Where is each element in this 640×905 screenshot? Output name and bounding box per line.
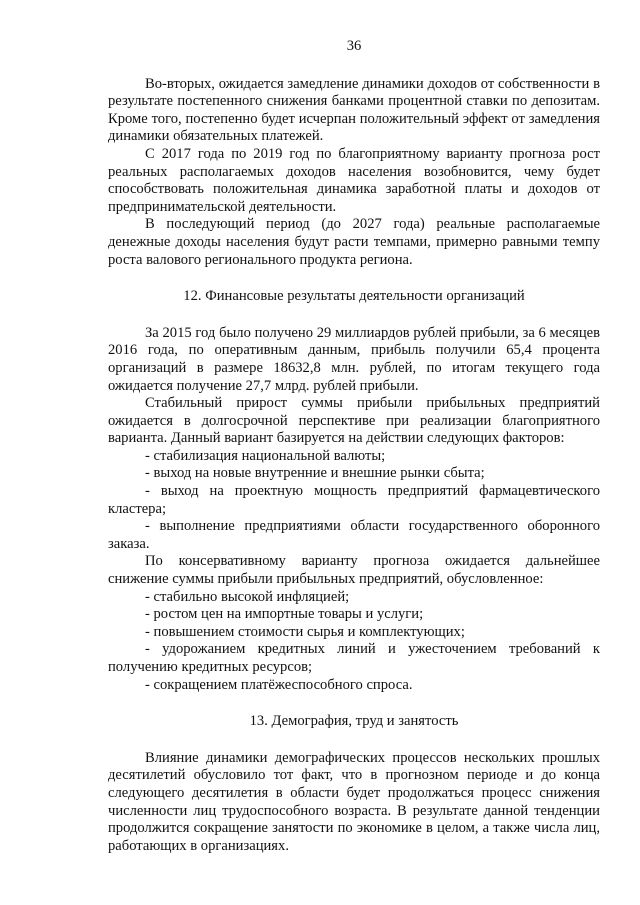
page-number: 36 <box>346 38 362 54</box>
list-item: - выход на новые внутренние и внешние рынки сбыта; <box>145 465 485 482</box>
list-item: - стабильно высокой инфляцией; <box>145 588 350 605</box>
list-item: - стабилизация национальной валюты; <box>145 447 386 464</box>
list-item: - сокращением платёжеспособного спроса. <box>145 676 413 693</box>
paragraph: Влияние динамики демографических процессов нескольких прошлых десятилетий обусловило тот факт, что в прогнозном периоде и до конца следующего десятилетия в области будет продолжаться процесс снижения численности лиц трудоспособного возраста. В результате данной тенденции продолжится сокращение занятости по экономике в целом, а также числа лиц, работающих в организациях. <box>108 749 600 854</box>
list-item: - выход на проектную мощность предприятий фармацевтического кластера; <box>108 483 600 517</box>
paragraph: Во-вторых, ожидается замедление динамики доходов от собственности в результате постепенного снижения банками процентной ставки по депозитам. Кроме того, постепенно будет исчерпан положительный эффект от замедления динамики обязательных платежей. <box>108 75 600 145</box>
list-item: - выполнение предприятиями области государственного оборонного заказа. <box>108 518 600 552</box>
list-item: - повышением стоимости сырья и комплектующих; <box>145 623 465 640</box>
list-item: - ростом цен на импортные товары и услуги; <box>145 606 424 623</box>
section-heading-12: 12. Финансовые результаты деятельности организаций <box>183 288 525 305</box>
paragraph: По консервативному варианту прогноза ожидается дальнейшее снижение суммы прибыли прибыльных предприятий, обусловленное: <box>108 553 600 588</box>
list-item: - удорожанием кредитных линий и ужесточением требований к получению кредитных ресурсов; <box>108 641 600 675</box>
paragraph: В последующий период (до 2027 года) реальные располагаемые денежные доходы населения будут расти темпами, примерно равными темпу роста валового регионального продукта региона. <box>108 216 600 268</box>
paragraph: С 2017 года по 2019 год по благоприятному варианту прогноза рост реальных располагаемых доходов населения возобновится, чему будет способствовать положительная динамика заработной платы и доходов от предпринимательской деятельности. <box>108 145 600 215</box>
section-heading-13: 13. Демография, труд и занятость <box>249 713 459 730</box>
paragraph: За 2015 год было получено 29 миллиардов рублей прибыли, за 6 месяцев 2016 года, по оперативным данным, прибыль получили 65,4 процента организаций в размере 18632,8 млн. рублей, по итогам текущего года ожидается получение 27,7 млрд. рублей прибыли. <box>108 324 600 394</box>
paragraph: Стабильный прирост суммы прибыли прибыльных предприятий ожидается в долгосрочной перспективе при реализации благоприятного варианта. Данный вариант базируется на действии следующих факторов: <box>108 395 600 447</box>
